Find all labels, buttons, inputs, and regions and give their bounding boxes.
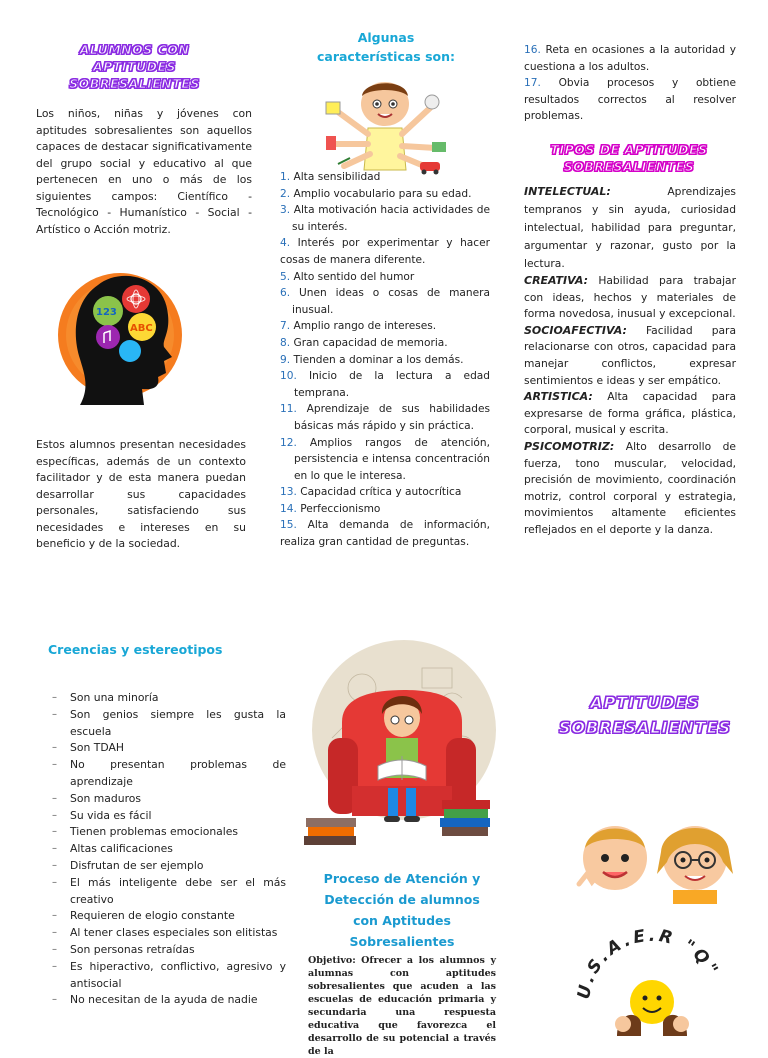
caracteristicas-list [280, 169, 490, 551]
objective-label: Objetivo: [308, 955, 356, 966]
panel-creencias [40, 640, 290, 1024]
panel-portada [535, 690, 755, 1024]
list-item: 15. Alta demanda de información, realiza gran cantidad de preguntas. [280, 519, 490, 549]
list-item: 11. Aprendizaje de sus habilidades básicas más rápido y sin práctica. [280, 403, 491, 432]
list-item: – Son una minoría [40, 690, 286, 707]
section-title-tipos: TIPOS DE APTITUDES SOBRESALIENTES [550, 141, 708, 174]
list-item: – No necesitan de la ayuda de nadie [40, 992, 286, 1009]
list-item: 3. Alta motivación hacia actividades de su interés. [280, 204, 490, 233]
list-item: – Tienen problemas emocionales [40, 824, 286, 841]
intro-paragraph: Los niños, niñas y jóvenes con aptitudes sobresalientes son aquellos capaces de destacar significativamente del grupo social y educativo al que pertenecen en uno o más de los siguientes campos: Científico - Tecnológico - Humanístico - Social - Artístico o Acción motriz. [36, 107, 252, 236]
tipo-intelectual: INTELECTUAL: Aprendizajes tempranos y sin ayuda, curiosidad intelectual, habilidad para preguntar, argumentar y razonar, gusto por la lectura. [524, 184, 736, 270]
objective-paragraph [308, 954, 496, 1058]
list-item: – Su vida es fácil [40, 808, 286, 825]
list-item: 14. Perfeccionismo [280, 502, 381, 515]
tipo-psicomotriz: PSICOMOTRIZ: Alto desarrollo de fuerza, tono muscular, velocidad, precisión de movimiento, coordinación motriz, control corporal y estrategia, movimientos altamente eficientes reflejados en el deporte y la danza. [524, 439, 736, 536]
list-item: – Requieren de elogio constante [40, 908, 286, 925]
tipo-socioafectiva: SOCIOAFECTIVA: Facilidad para relacionarse con otros, capacidad para manejar conflictos, expresar sentimientos e ideas y ser empático. [524, 323, 736, 387]
list-item: 8. Gran capacidad de memoria. [280, 336, 448, 349]
panel-aptitudes-intro [22, 35, 254, 575]
boy-multitask-illustration [320, 74, 450, 174]
needs-paragraph: Estos alumnos presentan necesidades específicas, además de un contexto facilitador y de esta manera puedan desarrollar sus capacidades personales, satisfaciendo sus necesidades e intereses en su beneficio y de la sociedad. [36, 438, 246, 550]
creencias-list [40, 690, 286, 1009]
list-item: 2. Amplio vocabulario para su edad. [280, 187, 472, 200]
cover-title: APTITUDES SOBRESALIENTES [558, 693, 732, 737]
panel-caracteristicas [278, 28, 492, 588]
kids-illustration [575, 818, 745, 904]
list-item: – Al tener clases especiales son elitistas [40, 925, 286, 942]
section-title-caracteristicas: Algunas características son: [316, 30, 456, 64]
list-item: – Son genios siempre les gusta la escuela [40, 707, 286, 741]
list-item: – El más inteligente debe ser el más creativo [40, 875, 286, 909]
list-item: – Es hiperactivo, conflictivo, agresivo y antisocial [40, 959, 286, 993]
list-item: 7. Amplio rango de intereses. [280, 320, 437, 333]
tipo-artistica: ARTISTICA: Alta capacidad para expresarse de forma gráfica, plástica, corporal, musical y escrita. [524, 390, 737, 437]
panel-proceso [300, 636, 500, 1057]
list-item: 9. Tienden a dominar a los demás. [280, 353, 464, 366]
list-item: 1. Alta sensibilidad [280, 171, 381, 183]
boy-reading-illustration [302, 638, 498, 850]
list-item: 4. Interés por experimentar y hacer cosas de manera diferente. [280, 237, 490, 266]
logo-text: .S.A.E.R "Q" [578, 926, 723, 986]
list-item: 6. Unen ideas o cosas de manera inusual. [280, 287, 491, 316]
list-item: 5. Alto sentido del humor [280, 270, 415, 283]
list-item: – No presentan problemas de aprendizaje [40, 757, 286, 791]
list-item: 17. Obvia procesos y obtiene resultados correctos al resolver problemas. [524, 77, 736, 123]
brain-letters-label: ABC [130, 323, 153, 334]
list-item: 13. Capacidad crítica y autocrítica [280, 486, 462, 499]
usaer-logo [577, 926, 727, 1036]
tipos-list [524, 183, 736, 539]
objective-text: Ofrecer a los alumnos y alumnas con aptitudes sobresalientes que acuden a las escuelas de educación primaria y secundaria una respuesta educativa que favorezca el desarrollo de su potencial a través de la [308, 955, 496, 1057]
list-item: – Altas calificaciones [40, 841, 286, 858]
list-item: – Son personas retraídas [40, 942, 286, 959]
brain-head-illustration [50, 255, 190, 395]
list-item: – Disfrutan de ser ejemplo [40, 858, 286, 875]
brain-numbers-label: 123 [96, 307, 117, 318]
list-item: 10. Inicio de la lectura a edad temprana. [280, 370, 491, 399]
list-item: 16. Reta en ocasiones a la autoridad y cuestiona a los adultos. [524, 44, 736, 73]
section-title-alumnos: ALUMNOS CON APTITUDES SOBRESALIENTES [69, 42, 200, 91]
tipo-creativa: CREATIVA: Habilidad para trabajar con ideas, hechos y materiales de forma novedosa, inusual y excepcional. [524, 273, 736, 321]
section-title-proceso: Proceso de Atención y Detección de alumnos con Aptitudes Sobresalientes [323, 871, 481, 949]
list-item: – Son TDAH [40, 740, 286, 757]
caracteristicas-list-cont [524, 42, 736, 125]
section-title-creencias: Creencias y estereotipos [48, 642, 223, 657]
list-item: 12. Amplios rangos de atención, persistencia e intensa concentración en lo que le interesa. [280, 436, 490, 482]
panel-tipos [522, 40, 736, 580]
list-item: – Son maduros [40, 791, 286, 808]
